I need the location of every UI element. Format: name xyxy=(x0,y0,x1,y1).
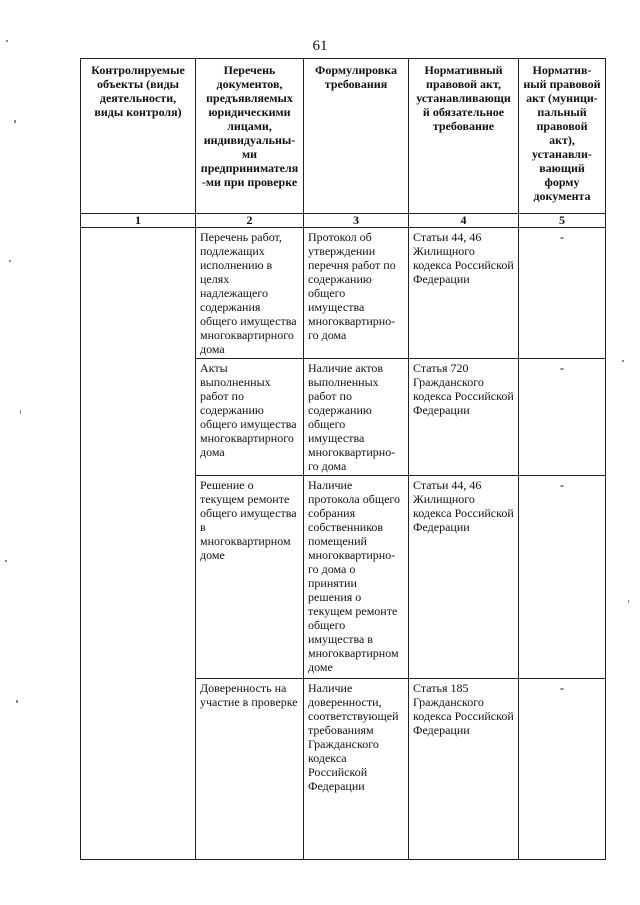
requirement-cell: Наличие доверенности, соответствующей требованиям Гражданского кодекса Российской Федерации xyxy=(304,679,409,860)
scan-artifact xyxy=(14,120,16,123)
document-cell: Акты выполненных работ по содержанию общего имущества многоквартирного дома xyxy=(196,359,304,476)
column-number: 5 xyxy=(519,214,606,228)
controlled-object-cell xyxy=(81,228,196,860)
document-cell: Решение о текущем ремонте общего имущества в многоквартирном доме xyxy=(196,476,304,679)
scan-artifact xyxy=(16,700,18,703)
scan-artifact xyxy=(20,410,21,414)
column-number: 1 xyxy=(81,214,196,228)
legal-act-cell: Статьи 44, 46 Жилищного кодекса Российской Федерации xyxy=(409,228,519,359)
table-header-row xyxy=(81,59,606,214)
column-number: 3 xyxy=(304,214,409,228)
column-number: 4 xyxy=(409,214,519,228)
document-cell: Перечень работ, подлежащих исполнению в целях надлежащего содержания общего имущества многоквартирного дома xyxy=(196,228,304,359)
scan-artifact xyxy=(6,40,8,42)
requirements-table xyxy=(80,58,606,860)
table-row xyxy=(81,228,606,359)
header-documents-list: Перечень документов, предъявляемых юридическими лицами, индивидуальны-ми предпринимателя -ми при проверке xyxy=(196,59,304,214)
requirement-cell: Протокол об утверждении перечня работ по содержанию общего имущества многоквартирно-го дома xyxy=(304,228,409,359)
column-number: 2 xyxy=(196,214,304,228)
form-act-cell: - xyxy=(519,476,606,679)
requirement-cell: Наличие актов выполненных работ по содержанию общего имущества многоквартирно-го дома xyxy=(304,359,409,476)
header-requirement-wording: Формулировка требования xyxy=(304,59,409,214)
scan-artifact xyxy=(622,360,624,362)
form-act-cell: - xyxy=(519,679,606,860)
column-numbers-row xyxy=(81,214,606,228)
header-controlled-objects: Контролируемые объекты (виды деятельности, виды контроля) xyxy=(81,59,196,214)
header-legal-act: Нормативный правовой акт, устанавливающи й обязательное требование xyxy=(409,59,519,214)
form-act-cell: - xyxy=(519,228,606,359)
form-act-cell: - xyxy=(519,359,606,476)
scan-artifact xyxy=(5,560,7,562)
scan-artifact xyxy=(628,600,629,603)
legal-act-cell: Статья 185 Гражданского кодекса Российской Федерации xyxy=(409,679,519,860)
requirement-cell: Наличие протокола общего собрания собственников помещений многоквартирно-го дома о принятии решения о текущем ремонте общего имущества в многоквартирном доме xyxy=(304,476,409,679)
scan-artifact xyxy=(9,260,11,262)
legal-act-cell: Статьи 44, 46 Жилищного кодекса Российской Федерации xyxy=(409,476,519,679)
legal-act-cell: Статья 720 Гражданского кодекса Российской Федерации xyxy=(409,359,519,476)
header-form-act: Норматив-ный правовой акт (муници-пальный правовой акт), устанавли-вающий форму документа xyxy=(519,59,606,214)
page-number: 61 xyxy=(312,38,328,54)
document-cell: Доверенность на участие в проверке xyxy=(196,679,304,860)
